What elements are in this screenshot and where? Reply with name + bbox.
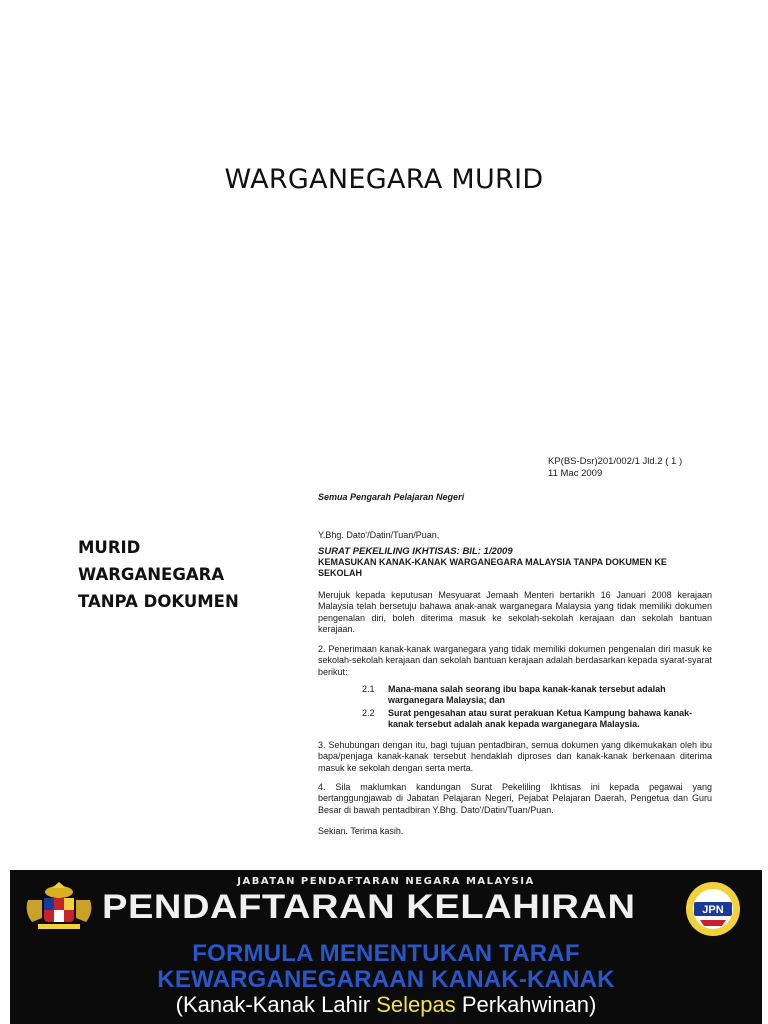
letter-subject [318,546,712,579]
letter-paragraph-3: 3. Sehubungan dengan itu, bagi tujuan pentadbiran, semua dokumen yang dikemukakan oleh ibu bapa/penjaga kanak-kanak tersebut hendaklah diproses dan kanak-kanak berkenaan diterima masuk ke sekolah dengan serta merta. [318,740,712,773]
letter-closing: Sekian. Terima kasih. [318,826,404,836]
side-heading-line: MURID [78,538,141,557]
letter-reference-block [548,456,708,480]
letter-subject-heading: KEMASUKAN KANAK-KANAK WARGANEGARA MALAYSIA TANPA DOKUMEN KE SEKOLAH [318,557,667,579]
jpn-banner [10,870,762,1024]
letter-paragraph-1: Merujuk kepada keputusan Mesyuarat Jemaah Menteri bertarikh 16 Januari 2008 kerajaan Malaysia telah bersetuju bahawa anak-anak warganegara Malaysia yang tidak memiliki dokumen pengenalan diri, boleh diterima masuk ke sekolah-sekolah kerajaan dan sekolah bantuan kerajaan. [318,590,712,634]
banner-line-3 [10,992,762,1018]
banner-line-2: KEWARGANEGARAAN KANAK-KANAK [157,966,615,993]
banner-line-3-part: (Kanak-Kanak Lahir [175,992,377,1017]
subitem-number: 2.1 [362,684,375,694]
letter-reference: KP(BS-Dsr)201/002/1 Jld.2 ( 1 ) [548,456,683,467]
letter-addressee: Semua Pengarah Pelajaran Negeri [318,492,465,502]
banner-line-3-highlight: Selepas [376,992,456,1017]
banner-line-1: FORMULA MENENTUKAN TARAF [192,940,580,967]
letter-paragraph-4: 4. Sila maklumkan kandungan Surat Pekeliling Ikhtisas ini kepada pegawai yang bertanggungjawab di Jabatan Pelajaran Negeri, Pejabat Pelajaran Daerah, Pengetua dan Guru Besar di bawah pentadbiran Y.Bhg. Dato'/Datin/Tuan/Puan. [318,782,712,815]
subitem-text: Surat pengesahan atau surat perakuan Ketua Kampung bahawa kanak-kanak tersebut adalah anak kepada warganegara Malaysia. [388,708,693,730]
jpn-logo-text: JPN [702,904,724,916]
letter-subitem-2 [362,708,712,731]
letter-subject-title: SURAT PEKELILING IKHTISAS: BIL: 1/2009 [318,546,513,557]
circular-letter-image [314,448,726,843]
banner-line-3-part: Perkahwinan) [455,992,597,1017]
letter-subitem-1 [362,684,712,707]
banner-main-title: PENDAFTARAN KELAHIRAN [102,888,636,926]
malaysia-coat-of-arms-icon [22,882,96,930]
letter-paragraph-2: 2. Penerimaan kanak-kanak warganegara yang tidak memiliki dokumen pengenalan diri masuk ke sekolah-sekolah kerajaan dan sekolah bantuan kerajaan adalah berdasarkan kepada syarat-syarat berikut: [318,644,712,677]
subitem-text: Mana-mana salah seorang ibu bapa kanak-kanak tersebut adalah warganegara Malaysia; dan [388,684,666,706]
letter-date: 11 Mac 2009 [548,468,603,479]
side-heading-line: WARGANEGARA [78,565,225,584]
jpn-logo-icon [678,880,748,938]
letter-salutation: Y.Bhg. Dato'/Datin/Tuan/Puan, [318,530,440,540]
side-heading [78,534,239,615]
side-heading-line: TANPA DOKUMEN [78,592,239,611]
subitem-number: 2.2 [362,708,375,718]
slide-title: WARGANEGARA MURID [224,164,544,195]
banner-agency: JABATAN PENDAFTARAN NEGARA MALAYSIA [237,876,535,887]
